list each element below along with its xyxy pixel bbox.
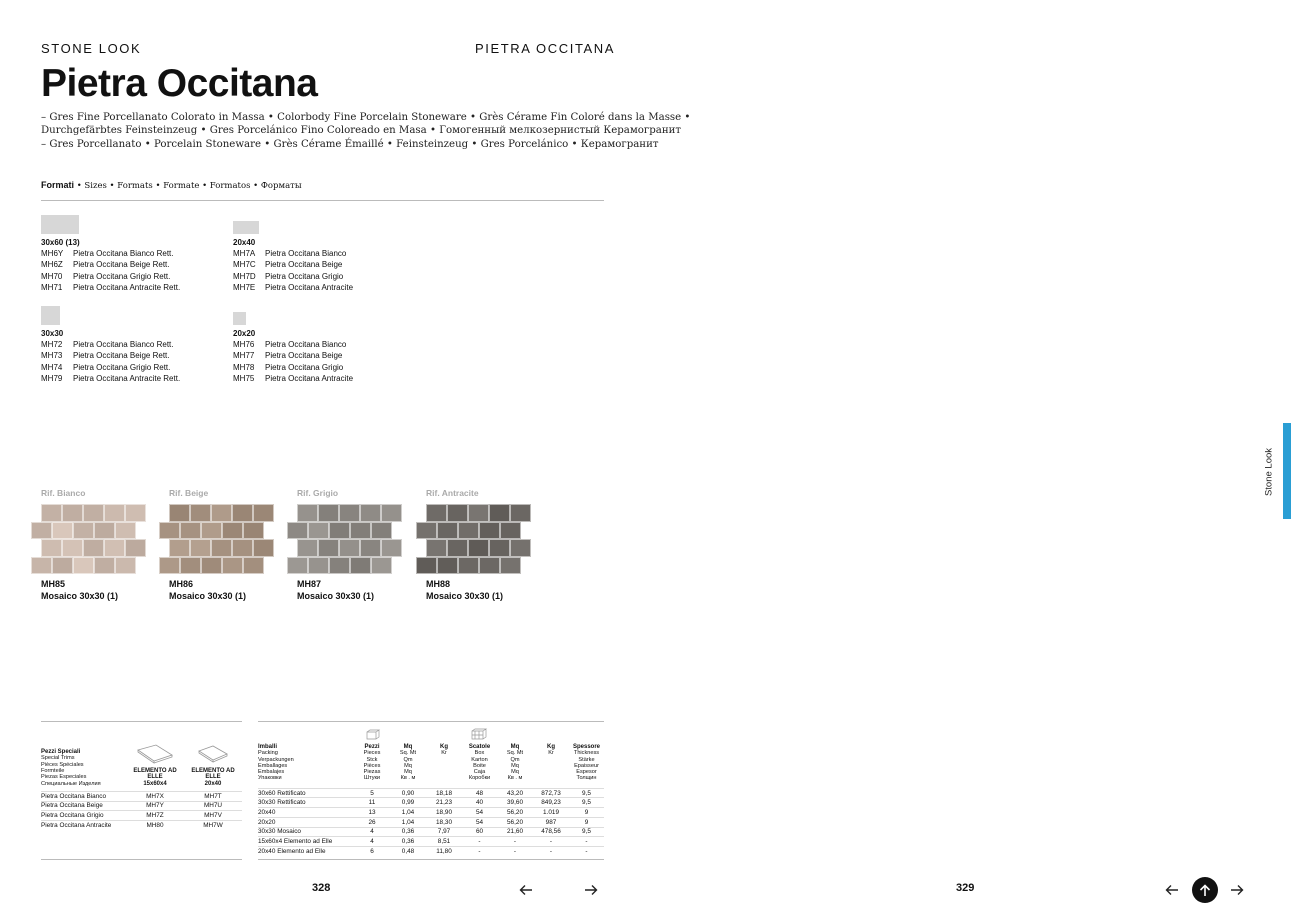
mosaic-tile [125,504,146,522]
mosaic-image-antracite [426,504,509,574]
mosaic-ref: Rif. Beige [169,488,209,498]
mosaic-caption-grigio [297,579,374,602]
mosaic-tile [297,539,318,557]
mosaic-tile [232,539,253,557]
l-shaped-trim-icon [197,744,229,764]
collection-kicker: PIETRA OCCITANA [475,41,616,56]
mosaic-tile [437,522,458,540]
trim-col-1-title: ELEMENTO AD ELLE [133,768,177,781]
side-tab-accent[interactable] [1283,423,1291,519]
mosaic-tile [190,504,211,522]
format-title: 30x60 (13) [41,238,80,247]
mosaic-tile [479,522,500,540]
mosaic-name: Mosaico 30x30 (1) [297,590,375,601]
mosaic-tile [287,522,308,540]
list-item: MH72 Pietra Occitana Bianco Rett. [41,340,174,349]
mosaic-tile [318,504,339,522]
mosaic-code: MH88 [426,579,451,589]
mosaic-tile [52,557,73,575]
trim-col-2-size: 20x40 [204,780,222,787]
mosaic-tile [73,557,94,575]
size-swatch-20x40 [233,221,259,234]
table-row: 20x20 26 1,04 18,30 54 56,20 987 9 [258,817,604,827]
col-header-kg-pallet: Kg Kr [547,744,555,757]
mosaic-tile [381,539,402,557]
mosaic-tile [447,504,468,522]
table-row: Pietra Occitana Grigio MH7Z MH7V [41,811,242,821]
mosaic-tile [339,504,360,522]
mosaic-card-bianco [41,488,85,498]
mosaic-tile [211,539,232,557]
divider [41,200,604,201]
mosaic-tile [381,504,402,522]
mosaic-tile [458,557,479,575]
mosaic-tile [83,539,104,557]
mosaic-tile [211,504,232,522]
table-row: 30x60 Rettificato 5 0,90 18,18 48 43,20 872,73 9,5 [258,788,604,798]
mosaic-tile [31,522,52,540]
mosaic-caption-antracite [426,579,503,602]
mosaic-tile [510,504,531,522]
mosaic-tile [339,539,360,557]
mosaic-tile [287,557,308,575]
list-item: MH7C Pietra Occitana Beige [233,260,343,270]
mosaic-card-grigio [297,488,338,498]
mosaic-tile [447,539,468,557]
mosaic-tile [31,557,52,575]
format-group-30x60 [41,238,180,294]
mosaic-tile [232,504,253,522]
list-item: MH75 Pietra Occitana Antracite [233,374,354,384]
l-shaped-trim-icon [136,744,174,764]
mosaic-code: MH85 [41,579,66,589]
mosaic-caption-beige [169,579,246,602]
list-item: MH76 Pietra Occitana Bianco [233,340,347,349]
mosaic-tile [115,522,136,540]
mosaic-ref: Rif. Grigio [297,488,339,498]
section-kicker: STONE LOOK [41,41,142,56]
mosaic-tile [83,504,104,522]
arrow-right-icon[interactable] [584,884,598,896]
mosaic-tile [360,504,381,522]
mosaic-ref: Rif. Antracite [426,488,479,498]
col-header-sqm-pallet: Mq Sq. Mt Qm Mq Mq Кв . м [506,744,524,782]
description-line-1: – Gres Fine Porcellanato Colorato in Massa • Colorbody Fine Porcelain Stoneware • Grès Cérame Fin Coloré dans la Masse • [41,112,691,123]
mosaic-tile [180,522,201,540]
mosaic-tile [201,557,222,575]
format-title: 30x30 [41,329,64,338]
col-header-pieces: Pezzi Pieces Stck Pièces Piezas Штуки [363,744,381,782]
mosaic-tile [125,539,146,557]
mosaic-tile [253,539,274,557]
mosaic-tile [308,522,329,540]
mosaic-tile [243,522,264,540]
mosaic-ref: Rif. Bianco [41,488,86,498]
page-number-right: 329 [956,882,975,894]
mosaic-code: MH86 [169,579,194,589]
size-swatch-20x20 [233,312,246,325]
mosaic-tile [318,539,339,557]
mosaic-tile [159,522,180,540]
mosaic-tile [500,522,521,540]
mosaic-tile [329,557,350,575]
table-row: 30x30 Rettificato 11 0,99 21,23 40 39,60 849,23 9,5 [258,798,604,808]
mosaic-tile [104,539,125,557]
scroll-to-top-button[interactable] [1192,877,1218,903]
arrow-left-icon[interactable] [519,884,533,896]
mosaic-tile [468,539,489,557]
mosaic-tile [41,539,62,557]
table-row: 20x40 13 1,04 18,90 54 56,20 1.019 9 [258,808,604,818]
mosaic-tile [458,522,479,540]
sizes-heading-rest: • Sizes • Formats • Formate • Formatos • Форматы [74,181,302,191]
list-item: MH71 Pietra Occitana Antracite Rett. [41,283,181,293]
mosaic-tile [437,557,458,575]
trim-col-2-title: ELEMENTO AD ELLE [191,768,235,781]
side-tab-label[interactable]: Stone Look [1263,447,1275,497]
sizes-heading [41,180,302,191]
mosaic-tile [371,522,392,540]
page-number-left: 328 [312,882,331,894]
box-icon [471,728,487,740]
mosaic-tile [222,522,243,540]
list-item: MH6Y Pietra Occitana Bianco Rett. [41,249,174,258]
table-row: 30x30 Mosaico 4 0,36 7,97 60 21,60 478,56 9,5 [258,827,604,837]
tile-piece-icon [366,729,380,740]
mosaic-tile [329,522,350,540]
description-line-2: Durchgefärbtes Feinsteinzeug • Gres Porcelánico Fino Coloreado en Masa • Гомогенный мелкозернистый Керамогранит [41,125,682,136]
divider [258,859,604,860]
mosaic-tile [468,504,489,522]
mosaic-tile [201,522,222,540]
mosaic-tile [94,522,115,540]
page-title: Pietra Occitana [41,62,318,105]
trim-col-1-size: 15x60x4 [143,780,167,787]
sizes-heading-bold: Formati [41,180,75,190]
mosaic-image-bianco [41,504,124,574]
size-swatch-30x60 [41,215,79,234]
mosaic-tile [416,557,437,575]
divider [41,859,242,860]
mosaic-card-antracite [426,488,479,498]
col-header-thickness: Spessore Thickness Stärke Epaisseur Espesor Толщин [572,744,600,782]
format-title: 20x40 [233,238,256,247]
arrow-right-icon[interactable] [1230,884,1244,896]
mosaic-tile [243,557,264,575]
mosaic-code: MH87 [297,579,322,589]
format-group-20x20 [233,329,353,385]
divider [41,721,242,722]
table-row: Pietra Occitana Bianco MH7X MH7T [41,791,242,801]
arrow-left-icon[interactable] [1165,884,1179,896]
mosaic-tile [169,504,190,522]
mosaic-card-beige [169,488,208,498]
size-swatch-30x30 [41,306,60,325]
mosaic-tile [52,522,73,540]
mosaic-tile [253,504,274,522]
mosaic-tile [489,539,510,557]
table-row: 20x40 Elemento ad Elle 6 0,48 11,80 - - - - [258,846,604,856]
list-item: MH73 Pietra Occitana Beige Rett. [41,351,170,361]
list-item: MH7D Pietra Occitana Grigio [233,271,344,281]
mosaic-tile [350,522,371,540]
list-item: MH78 Pietra Occitana Grigio [233,362,344,372]
mosaic-tile [416,522,437,540]
mosaic-image-grigio [297,504,380,574]
mosaic-tile [426,504,447,522]
divider [258,721,604,722]
special-pieces-table [41,744,242,830]
list-item: MH6Z Pietra Occitana Beige Rett. [41,260,170,270]
mosaic-tile [222,557,243,575]
mosaic-tile [308,557,329,575]
table-row: 15x60x4 Elemento ad Elle 4 0,36 8,51 - - - - [258,837,604,847]
table-row: Pietra Occitana Antracite MH80 MH7W [41,820,242,830]
mosaic-name: Mosaico 30x30 (1) [426,590,504,601]
mosaic-tile [190,539,211,557]
table-row: Pietra Occitana Beige MH7Y MH7U [41,801,242,811]
special-pieces-header: Pezzi Speciali Special Trims Pièces Spéciales Formteile Piezas Especiales Специальные Изделия [41,749,101,787]
mosaic-tile [41,504,62,522]
list-item: MH7A Pietra Occitana Bianco [233,249,347,258]
format-title: 20x20 [233,329,256,338]
mosaic-name: Mosaico 30x30 (1) [169,590,247,601]
list-item: MH70 Pietra Occitana Grigio Rett. [41,271,171,281]
mosaic-tile [350,557,371,575]
mosaic-tile [104,504,125,522]
mosaic-tile [94,557,115,575]
mosaic-tile [371,557,392,575]
mosaic-tile [479,557,500,575]
mosaic-tile [73,522,94,540]
mosaic-tile [115,557,136,575]
packing-header: Imballi Packing Verpackungen Emballages Embalajes Упаковки [258,744,294,782]
mosaic-tile [489,504,510,522]
format-group-30x30 [41,329,180,385]
mosaic-tile [500,557,521,575]
description-line-3: – Gres Porcellanato • Porcelain Stoneware • Grès Cérame Émaillé • Feinsteinzeug • Gres Porcelánico • Керамогранит [41,139,659,150]
col-header-sqm-piece: Mq Sq. Mt Qm Mq Mq Кв . м [399,744,417,782]
mosaic-tile [159,557,180,575]
col-header-boxes: Scatole Box Karton Boite Caja Коробки [468,744,491,782]
mosaic-tile [62,504,83,522]
mosaic-tile [169,539,190,557]
mosaic-tile [510,539,531,557]
mosaic-tile [360,539,381,557]
mosaic-tile [62,539,83,557]
packing-table [258,744,604,856]
list-item: MH7E Pietra Occitana Antracite [233,283,354,293]
mosaic-name: Mosaico 30x30 (1) [41,590,119,601]
format-group-20x40 [233,238,353,294]
list-item: MH74 Pietra Occitana Grigio Rett. [41,362,171,372]
col-header-kg-box: Kg Kr [440,744,448,757]
list-item: MH79 Pietra Occitana Antracite Rett. [41,374,181,384]
mosaic-image-beige [169,504,252,574]
mosaic-tile [180,557,201,575]
list-item: MH77 Pietra Occitana Beige [233,351,343,361]
mosaic-caption-bianco [41,579,118,602]
mosaic-tile [297,504,318,522]
mosaic-tile [426,539,447,557]
arrow-up-icon [1199,884,1211,897]
